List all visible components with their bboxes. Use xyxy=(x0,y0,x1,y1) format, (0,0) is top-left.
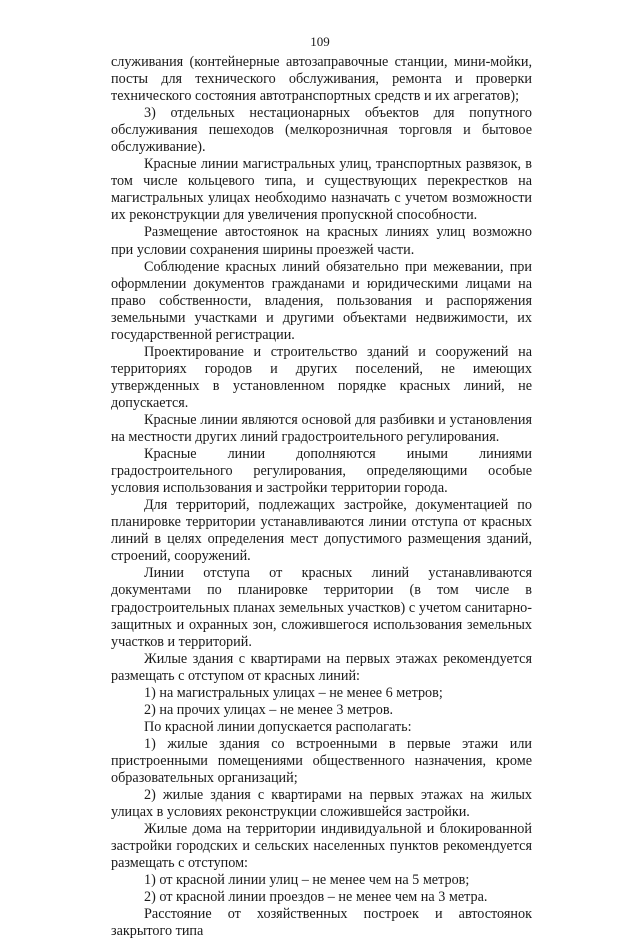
list-item: 2) на прочих улицах – не менее 3 метров. xyxy=(144,701,394,718)
paragraph: Размещение автостоянок на красных линиях улиц возможно при условии сохранения ширины проезжей части. xyxy=(111,224,532,258)
paragraph: служивания (контейнерные автозаправочные станции, мини-мойки, посты для технического обслуживания, ремонта и проверки технического состояния автотранспортных средств и их агрегатов); xyxy=(111,54,532,105)
page-number: 109 xyxy=(310,34,330,49)
paragraph: По красной линии допускается располагать: xyxy=(144,718,412,735)
paragraph: Жилые здания с квартирами на первых этажах рекомендуется размещать с отступом от красных линий: xyxy=(111,650,532,684)
list-item: 1) жилые здания со встроенными в первые этажи или пристроенными помещениями общественного назначения, кроме образовательных организаций; xyxy=(111,735,532,786)
paragraph: Жилые дома на территории индивидуальной и блокированной застройки городских и сельских населенных пунктов рекомендуется размещать с отступом: xyxy=(111,821,532,872)
list-item: 1) на магистральных улицах – не менее 6 метров; xyxy=(144,684,443,701)
paragraph: Красные линии дополняются иными линиями градостроительного регулирования, определяющими особые условия использования и застройки территории города. xyxy=(111,446,532,497)
paragraph: Соблюдение красных линий обязательно при межевании, при оформлении документов гражданами и юридическими лицами на право собственности, владения, пользования и распоряжения земельными участками и другими объектами недвижимости, их государственной регистрации. xyxy=(111,258,532,343)
document-body xyxy=(111,54,532,940)
list-item: 2) от красной линии проездов – не менее чем на 3 метра. xyxy=(144,889,488,906)
paragraph: Линии отступа от красных линий устанавливаются документами по планировке территории (в том числе в градостроительных планах земельных участков) с учетом санитарно-защитных и охранных зон, сложившегося использования земельных участков и территорий. xyxy=(111,565,532,650)
paragraph: Красные линии являются основой для разбивки и установления на местности других линий градостроительного регулирования. xyxy=(111,411,532,446)
paragraph: Для территорий, подлежащих застройке, документацией по планировке территории устанавливаются линии отступа от красных линий в целях определения мест допустимого размещения зданий, строений, сооружений. xyxy=(111,497,532,565)
list-item: 1) от красной линии улиц – не менее чем на 5 метров; xyxy=(144,872,470,889)
paragraph: Проектирование и строительство зданий и сооружений на территориях городов и других поселений, не имеющих утвержденных в установленном порядке красных линий, не допускается. xyxy=(111,343,532,411)
paragraph: 3) отдельных нестационарных объектов для попутного обслуживания пешеходов (мелкорозничная торговля и бытовое обслуживание). xyxy=(111,105,532,156)
paragraph: Расстояние от хозяйственных построек и автостоянок закрытого типа xyxy=(111,906,532,940)
paragraph: Красные линии магистральных улиц, транспортных развязок, в том числе кольцевого типа, и существующих перекрестков на магистральных улицах необходимо назначать с учетом возможности их реконструкции для увеличения пропускной способности. xyxy=(111,156,532,224)
list-item: 2) жилые здания с квартирами на первых этажах на жилых улицах в условиях реконструкции сложившейся застройки. xyxy=(111,787,532,821)
